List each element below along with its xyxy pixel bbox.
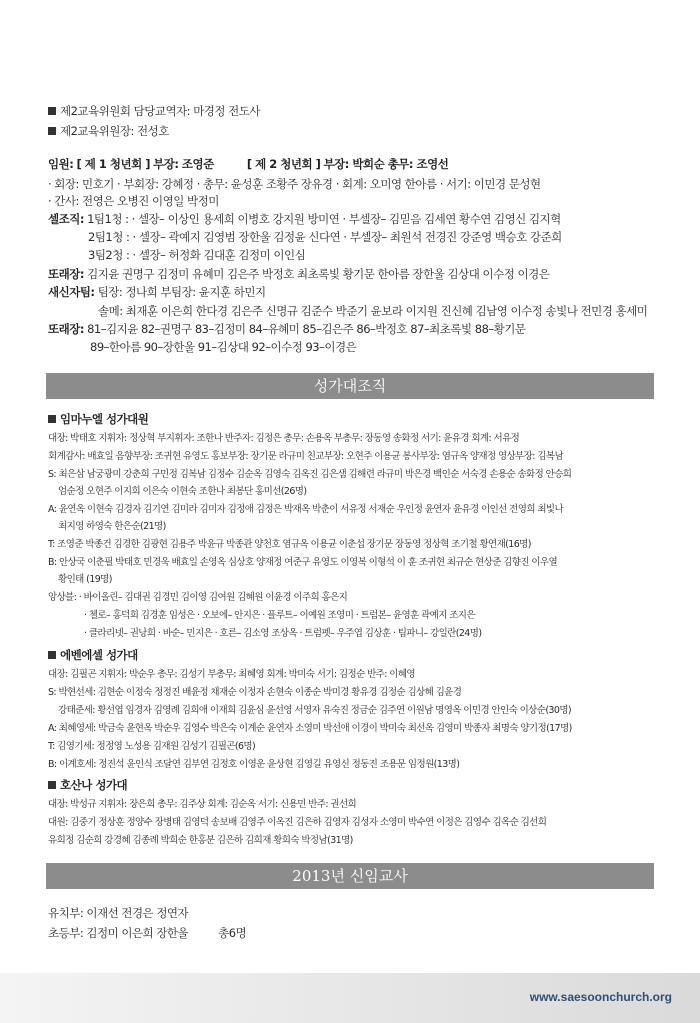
- choir-immanuel-line: 회계감사: 배효일 음향부장: 조귀현 유영도 홍보부장: 장기문 라규미 친교부장: 오현주 이용균 봉사부장: 염규옥 양재정 영상부장: 김복남: [48, 451, 564, 462]
- cell-team-2: 2팀1청 : · 셀장– 곽예지 김영범 장한울 김정윤 신다연 · 부셀장– 최원석 전경진 강준영 백승호 강준희: [88, 230, 562, 244]
- choir-ebenezer-line: A: 최혜영세: 박금숙 윤현옥 박순우 김영수 박은숙 이계순 윤연자 소영미 박선애 이경이 박미숙 최선옥 김영미 박종자 최명숙 양기정(17명): [48, 723, 572, 734]
- choir-immanuel-line: 황인태 (19명): [58, 574, 112, 585]
- choir-immanuel-line: S: 최은삼 남궁광미 강춘희 구민정 김복남 김정수 김순옥 김영숙 김옥진 김은샘 김해련 라규미 박은경 백인순 서숙경 손용순 송화정 안승희: [48, 469, 572, 480]
- choir-immanuel-line: 최지영 하영숙 한은순(21명): [58, 521, 166, 532]
- choir-hosanna-line: 대원: 김중기 정상훈 정양수 장병태 김영덕 송보배 김영주 이옥진 김은하 김영자 김성자 소영미 박수연 이정은 김영수 김옥순 김선희: [48, 817, 547, 828]
- bullet-square-icon: [48, 107, 56, 115]
- choir-immanuel-line: · 클라리넷– 권낭희 · 바순– 민지은 · 호른– 김소영 조상옥 · 트럼펫– 우주엽 김상훈 · 팀파니– 강일란(24명): [84, 628, 482, 639]
- choir-ebenezer-line: S: 박현선세: 김현순 이정숙 정정진 배윤정 채재순 이정자 손현숙 이종순 박미경 황유경 김정순 김상혜 김윤경: [48, 687, 462, 698]
- peer-numbers-line: 또래장: 81–김지윤 82–권명구 83–김정미 84–유혜미 85–김은주 86–박정호 87–최초록빛 88–황기문: [48, 322, 526, 336]
- kindergarten-teachers-line: 유치부: 이재선 전경은 정연자: [48, 906, 189, 920]
- website-link[interactable]: www.saesoonchurch.org: [529, 990, 672, 1004]
- peer-leaders-line: 또래장: 김지윤 권명구 김정미 유혜미 김은주 박정호 최초록빛 황기문 한아름 장한울 김상대 이수정 이경은: [48, 267, 550, 281]
- choir-immanuel-line: 대장: 박태호 지휘자: 정상혁 부지휘자: 조한나 반주자: 김정은 총무: 손용옥 부총무: 장동영 송화정 서기: 윤유경 회계: 서유정: [48, 433, 520, 444]
- bullet-square-icon: [48, 415, 56, 423]
- choir-immanuel-line: T: 조영준 박종건 김경한 김광현 김용주 박윤규 박종관 양천호 염규옥 이용균 이춘섭 장기문 장동영 정상혁 조기철 황연재(16명): [48, 539, 531, 550]
- choir-immanuel-line: 엄순정 오현주 이지희 이은숙 이현숙 조한나 최봉단 홍미선(26명): [58, 486, 307, 497]
- choir-hosanna-line: 대장: 박성규 지휘자: 장은희 총무: 김주상 회계: 김순옥 서기: 신용민 반주: 권선희: [48, 799, 357, 810]
- elementary-teachers-line: 초등부: 김정미 이은희 장한울 총6명: [48, 926, 247, 940]
- youth-staff-line: · 간사: 전영은 오병진 이영일 박정미: [48, 194, 219, 208]
- page-footer: [0, 973, 700, 1023]
- newcomer-team-line: 새신자팀: 팀장: 정나희 부팀장: 윤지훈 하민지: [48, 285, 266, 299]
- committee-chair-line: 제2교육위원장: 전성호: [48, 123, 169, 139]
- choir-section-title: 성가대조직: [46, 373, 654, 399]
- choir-immanuel-line: · 첼로– 홍덕희 김경훈 임성은 · 오보에– 안지은 · 플루트– 이예원 조영미 · 트럼본– 윤영훈 곽예지 조지은: [84, 610, 475, 621]
- choir-ebenezer-line: 강태준세: 황선엽 임경자 김영례 김희애 이재희 김윤심 윤선영 서영자 유숙진 정금순 김주연 이원남 명영옥 이민경 안인숙 이상순(30명): [58, 705, 572, 716]
- bullet-square-icon: [48, 127, 56, 135]
- choir-ebenezer-line: T: 김영기세: 정정영 노성용 김재원 김성기 김필곤(6명): [48, 741, 256, 752]
- choir-immanuel-line: 앙상블: · 바이올린– 김대권 김경민 김이영 김여원 김혜원 이윤경 이주희 홍은지: [48, 592, 348, 603]
- cell-team-3: 3팀2청 : · 셀장– 허정화 김대훈 김정미 이인심: [88, 248, 306, 262]
- choir-ebenezer-heading: 에벤에셀 성가대: [48, 647, 138, 663]
- choir-hosanna-heading: 호산나 성가대: [48, 777, 127, 793]
- youth-roles-line: · 회장: 민호기 · 부회장: 강혜정 · 총무: 윤성훈 조황주 장유경 · 회계: 오미영 한아름 · 서기: 이민경 문성현: [48, 177, 541, 191]
- peer-numbers-line-2: 89–한아름 90–장한울 91–김상대 92–이수정 93–이경은: [90, 340, 357, 354]
- choir-ebenezer-line: B: 이계호세: 정진석 윤인식 조달연 김부연 김정호 이영운 윤상현 김영길 유영신 정동진 조용문 임정원(13명): [48, 759, 460, 770]
- choir-immanuel-line: A: 윤연옥 이현숙 김경자 김기연 김미라 김미자 김정애 김정은 박재옥 박춘이 서유정 서재순 우인정 윤연자 윤유경 이인선 전영희 최빛나: [48, 504, 564, 515]
- choir-hosanna-line: 유희정 김순희 강경혜 김종례 박희순 한홍분 김은하 김희재 황희숙 박정남(31명): [48, 835, 353, 846]
- choir-ebenezer-line: 대장: 김필곤 지휘자: 박순우 총무: 김성기 부총무: 최혜영 회계: 박미숙 서기: 김정순 반주: 이혜영: [48, 669, 416, 680]
- bullet-square-icon: [48, 781, 56, 789]
- new-teachers-section-title: 2013년 신임교사: [46, 863, 654, 889]
- choir-immanuel-heading: 임마누엘 성가대원: [48, 411, 148, 427]
- officers-line: 임원: [ 제 1 청년회 ] 부장: 조영준 [ 제 2 청년회 ] 부장: 박희순 총무: 조영선: [48, 157, 449, 171]
- choir-immanuel-line: B: 안상국 이춘필 박태호 민경욱 배효일 손영옥 심상호 양재정 여준구 유영도 이영복 이형석 이 훈 조귀현 최규순 현상준 김향진 이우열: [48, 557, 558, 568]
- cell-team-1: 셀조직: 1팀1청 : · 셀장– 이상인 용세희 이병호 강지원 방미연 · 부셀장– 김믿음 김세연 황수연 김영신 김지혁: [48, 212, 561, 226]
- bullet-square-icon: [48, 651, 56, 659]
- newcomer-soulmates-line: 솔메: 최재훈 이은희 한다경 김은주 신명규 김준수 박준기 윤보라 이지원 진신혜 김남영 이수정 송빛나 전민경 홍세미: [98, 304, 648, 318]
- committee-staff-line: 제2교육위원회 담당교역자: 마경정 전도사: [48, 103, 260, 119]
